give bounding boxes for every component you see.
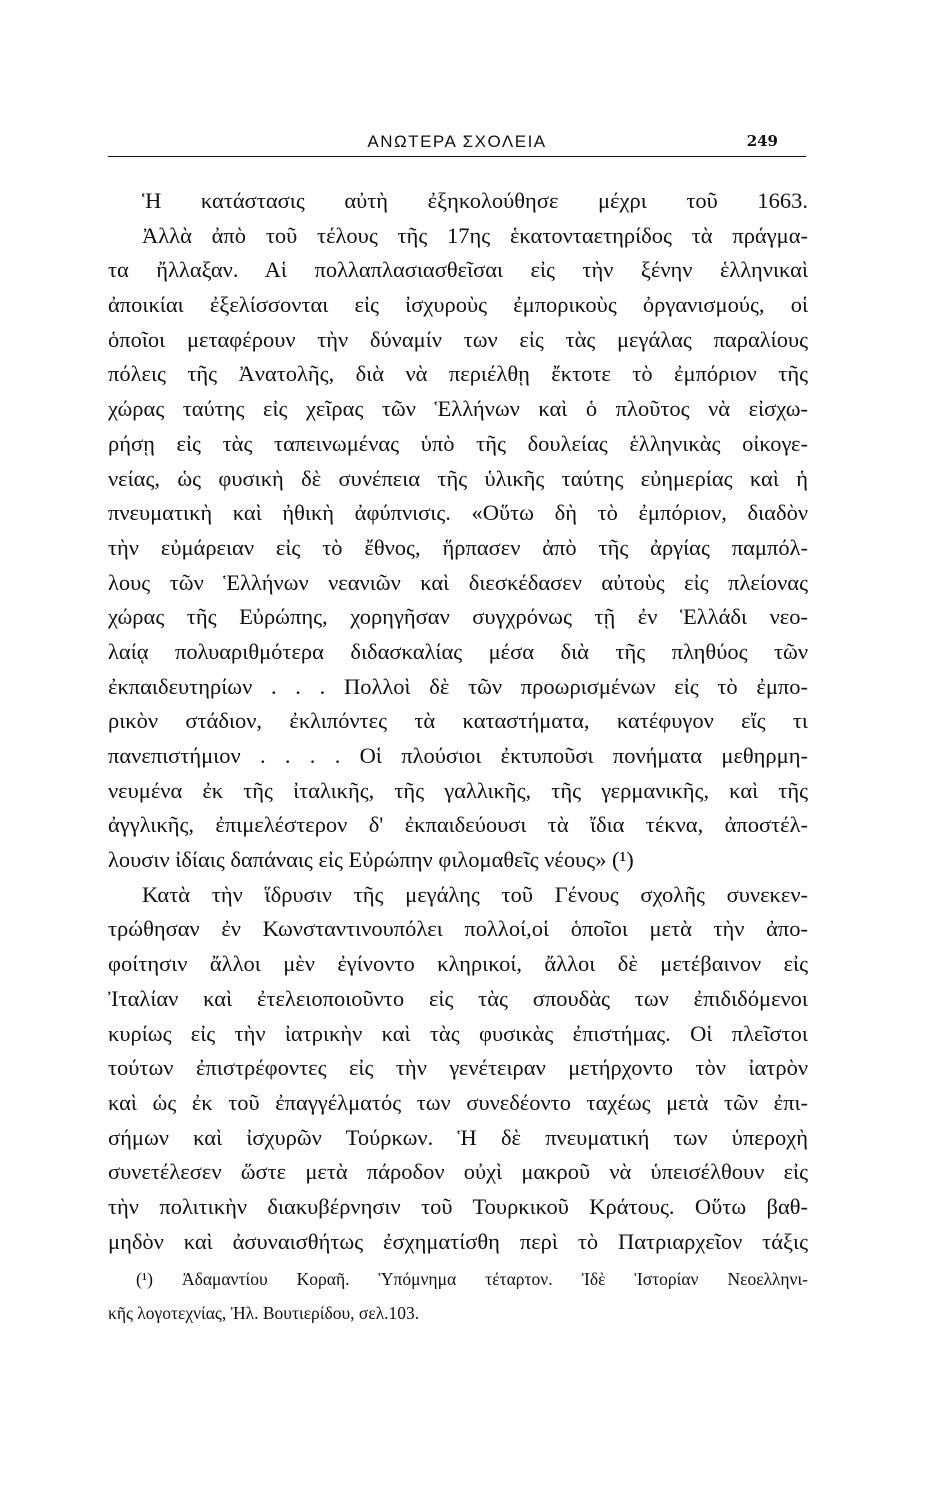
text-line: καὶ ὡς ἐκ τοῦ ἐπαγγέλματός των συνεδέοντο ταχέως μετὰ τῶν ἐπι- — [108, 1089, 808, 1115]
text-line: τα ἤλλαξαν. Αἱ πολλαπλασιασθεῖσαι εἰς τὴν ξένην ἑλληνικαὶ — [108, 257, 808, 283]
text-line: ἐκπαιδευτηρίων . . . Πολλοὶ δὲ τῶν προωρισμένων εἰς τὸ ἐμπο- — [108, 673, 808, 699]
text-line: λους τῶν Ἑλλήνων νεανιῶν καὶ διεσκέδασεν αὐτοὺς εἰς πλείονας — [108, 569, 808, 595]
footnote-line: κῆς λογοτεχνίας, Ἠλ. Βουτιερίδου, σελ.103. — [108, 1303, 420, 1323]
text-line: λαίᾳ πολυαριθμότερα διδασκαλίας μέσα διὰ τῆς πληθύος τῶν — [108, 638, 808, 664]
text-line: Ἰταλίαν καὶ ἐτελειοποιοῦντο εἰς τὰς σπουδὰς των ἐπιδιδόμενοι — [108, 985, 808, 1011]
footnotes — [108, 1262, 808, 1330]
text-line: φοίτησιν ἄλλοι μὲν ἐγίνοντο κληρικοί, ἄλλοι δὲ μετέβαινον εἰς — [108, 951, 808, 977]
text-line: χώρας ταύτης εἰς χεῖρας τῶν Ἑλλήνων καὶ ὁ πλοῦτος νὰ εἰσχω- — [108, 396, 808, 422]
page-number: 249 — [746, 132, 778, 150]
page-header — [108, 130, 806, 157]
text-line: σήμων καὶ ἰσχυρῶν Τούρκων. Ἡ δὲ πνευματική των ὑπεροχὴ — [108, 1124, 808, 1150]
text-line: ὁποῖοι μεταφέρουν τὴν δύναμίν των εἰς τὰς μεγάλας παραλίους — [108, 326, 808, 352]
text-line: ρήσῃ εἰς τὰς ταπεινωμένας ὑπὸ τῆς δουλείας ἑλληνικὰς οἰκογε- — [108, 430, 808, 456]
text-line: τρώθησαν ἐν Κωνσταντινουπόλει πολλοί,οἱ ὁποῖοι μετὰ τὴν ἀπο- — [108, 916, 808, 942]
text-line: ἀγγλικῆς, ἐπιμελέστερον δ' ἐκπαιδεύουσι τὰ ἴδια τέκνα, ἀποστέλ- — [108, 812, 808, 838]
text-line: χώρας τῆς Εὐρώπης, χορηγῆσαν συγχρόνως τῇ ἐν Ἑλλάδι νεο- — [108, 604, 808, 630]
text-line: νείας, ὡς φυσικὴ δὲ συνέπεια τῆς ὑλικῆς ταύτης εὐημερίας καὶ ἡ — [108, 465, 808, 491]
text-line: ρικὸν στάδιον, ἐκλιπόντες τὰ καταστήματα, κατέφυγον εἴς τι — [108, 708, 808, 734]
text-line: Ἡ κατάστασις αὐτὴ ἐξηκολούθησε μέχρι τοῦ 1663. — [142, 188, 808, 213]
text-line: πόλεις τῆς Ἀνατολῆς, διὰ νὰ περιέλθῃ ἔκτοτε τὸ ἐμπόριον τῆς — [108, 361, 808, 387]
footnote-line: (¹) Ἀδαμαντίου Κοραῆ. Ὑπόμνημα τέταρτον. Ἰδὲ Ἱστορίαν Νεοελληνι- — [136, 1269, 808, 1289]
text-line: τούτων ἐπιστρέφοντες εἰς τὴν γενέτειραν μετήρχοντο τὸν ἰατρὸν — [108, 1055, 808, 1081]
text-line: ἀποικίαι ἐξελίσσονται εἰς ἰσχυροὺς ἐμπορικοὺς ὀργανισμούς, οἱ — [108, 292, 808, 318]
text-line: μηδὸν καὶ ἀσυναισθήτως ἐσχηματίσθη περὶ τὸ Πατριαρχεῖον τάξις — [108, 1228, 808, 1254]
running-head: ΑΝΩΤΕΡΑ ΣΧΟΛΕΙΑ — [367, 132, 547, 151]
text-line: Ἀλλὰ ἀπὸ τοῦ τέλους τῆς 17ης ἑκατονταετηρίδος τὰ πράγμα- — [142, 222, 808, 248]
text-line: Κατὰ τὴν ἵδρυσιν τῆς μεγάλης τοῦ Γένους σχολῆς συνεκεν- — [142, 881, 808, 907]
text-line: πνευματικὴ καὶ ἠθικὴ ἀφύπνισις. «Οὕτω δὴ τὸ ἐμπόριον, διαδὸν — [108, 500, 808, 526]
text-line: τὴν πολιτικὴν διακυβέρνησιν τοῦ Τουρκικοῦ Κράτους. Οὕτω βαθ- — [108, 1193, 808, 1219]
body-text — [108, 184, 808, 1259]
text-line: τὴν εὐμάρειαν εἰς τὸ ἔθνος, ἥρπασεν ἀπὸ τῆς ἀργίας παμπόλ- — [108, 534, 808, 560]
text-line: κυρίως εἰς τὴν ἰατρικὴν καὶ τὰς φυσικὰς ἐπιστήμας. Οἱ πλεῖστοι — [108, 1020, 808, 1046]
text-line: πανεπιστήμιον . . . . Οἱ πλούσιοι ἐκτυποῦσι πονήματα μεθηρμη- — [108, 743, 808, 768]
text-line: νευμένα ἐκ τῆς ἰταλικῆς, τῆς γαλλικῆς, τῆς γερμανικῆς, καὶ τῆς — [108, 777, 808, 803]
text-line: λουσιν ἰδίαις δαπάναις εἰς Εὐρώπην φιλομαθεῖς νέους» (¹) — [108, 847, 634, 873]
text-line: συνετέλεσεν ὥστε μετὰ πάροδον οὐχὶ μακροῦ νὰ ὑπεισέλθουν εἰς — [108, 1159, 808, 1185]
